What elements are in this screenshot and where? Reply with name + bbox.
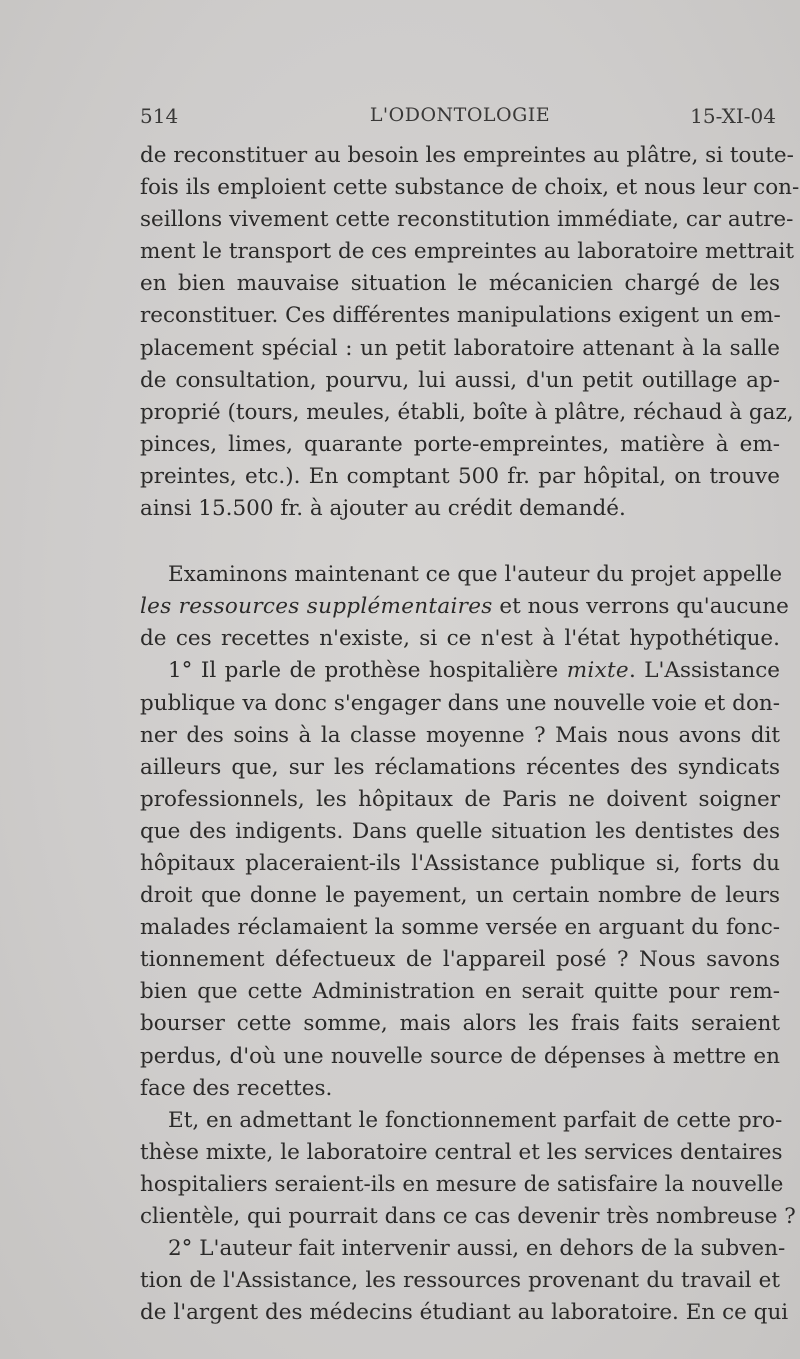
issue-date: 15-XI-04 <box>690 104 776 128</box>
paragraph-prothese-mixte <box>140 655 780 1104</box>
text-run: et nous verrons qu'aucune <box>492 594 789 620</box>
text-line: hôpitaux placeraient-ils l'Assistance publique si, forts du <box>140 850 780 876</box>
text-line: Examinons maintenant ce que l'auteur du projet appelle <box>168 562 783 588</box>
text-line: proprié (tours, meules, établi, boîte à plâtre, réchaud à gaz, <box>140 399 794 425</box>
text-line: fois ils emploient cette substance de choix, et nous leur con- <box>140 175 800 201</box>
text-line: pinces, limes, quarante porte-empreintes, matière à em- <box>140 431 780 457</box>
text-line: reconstituer. Ces différentes manipulations exigent un em- <box>140 303 781 329</box>
italic-phrase: mixte <box>566 658 629 684</box>
text-line: ailleurs que, sur les réclamations récentes des syndicats <box>140 754 780 780</box>
text-run: . L'Assistance <box>628 658 780 684</box>
text-line: ner des soins à la classe moyenne ? Mais nous avons dit <box>140 722 780 748</box>
text-line: en bien mauvaise situation le mécanicien chargé de les <box>140 271 780 297</box>
text-line: perdus, d'où une nouvelle source de dépenses à mettre en <box>140 1043 780 1069</box>
text-line: droit que donne le payement, un certain nombre de leurs <box>140 883 780 909</box>
page-number: 514 <box>140 104 179 128</box>
text-line: bourser cette somme, mais alors les frais faits seraient <box>140 1011 780 1037</box>
body-text <box>140 140 800 1329</box>
text-line: de consultation, pourvu, lui aussi, d'un petit outillage ap- <box>140 367 780 393</box>
paragraph-continuation <box>140 140 800 525</box>
text-line <box>140 655 780 687</box>
paragraph-gap <box>140 525 780 559</box>
text-run: 1° Il parle de prothèse hospitalière <box>168 658 567 684</box>
text-line: Et, en admettant le fonctionnement parfait de cette pro- <box>168 1107 783 1133</box>
paragraph-ressources <box>140 559 789 655</box>
text-line: tionnement défectueux de l'appareil posé ? Nous savons <box>140 947 780 973</box>
text-line <box>140 591 789 623</box>
text-line: clientèle, qui pourrait dans ce cas devenir très nombreuse ? <box>140 1204 796 1229</box>
text-line: ainsi 15.500 fr. à ajouter au crédit demandé. <box>140 496 626 522</box>
text-line: de l'argent des médecins étudiant au laboratoire. En ce qui <box>140 1300 789 1326</box>
text-line: 2° L'auteur fait intervenir aussi, en dehors de la subven- <box>168 1236 786 1262</box>
paragraph-fonctionnement <box>140 1105 796 1233</box>
text-line: thèse mixte, le laboratoire central et les services dentaires <box>140 1139 783 1165</box>
text-line: publique va donc s'engager dans une nouvelle voie et don- <box>140 690 780 716</box>
running-header <box>140 104 780 134</box>
text-line: malades réclamaient la somme versée en arguant du fonc- <box>140 915 780 941</box>
text-line: tion de l'Assistance, les ressources provenant du travail et <box>140 1268 780 1294</box>
journal-title: L'ODONTOLOGIE <box>369 104 551 126</box>
italic-phrase: les ressources supplémentaires <box>140 594 493 620</box>
text-line: de ces recettes n'existe, si ce n'est à l'état hypothétique. <box>140 626 780 652</box>
text-line: placement spécial : un petit laboratoire attenant à la salle <box>140 335 780 361</box>
text-line: de reconstituer au besoin les empreintes au plâtre, si toute- <box>140 143 794 168</box>
text-line: seillons vivement cette reconstitution immédiate, car autre- <box>140 207 794 233</box>
text-line: bien que cette Administration en serait quitte pour rem- <box>140 979 780 1005</box>
text-line: que des indigents. Dans quelle situation les dentistes des <box>140 818 780 844</box>
text-line: face des recettes. <box>140 1075 333 1101</box>
text-line: professionnels, les hôpitaux de Paris ne doivent soigner <box>140 786 780 812</box>
text-line: preintes, etc.). En comptant 500 fr. par hôpital, on trouve <box>140 463 780 489</box>
text-line: ment le transport de ces empreintes au laboratoire mettrait <box>140 239 795 265</box>
paragraph-subvention <box>140 1233 789 1329</box>
text-line: hospitaliers seraient-ils en mesure de satisfaire la nouvelle <box>140 1171 784 1197</box>
